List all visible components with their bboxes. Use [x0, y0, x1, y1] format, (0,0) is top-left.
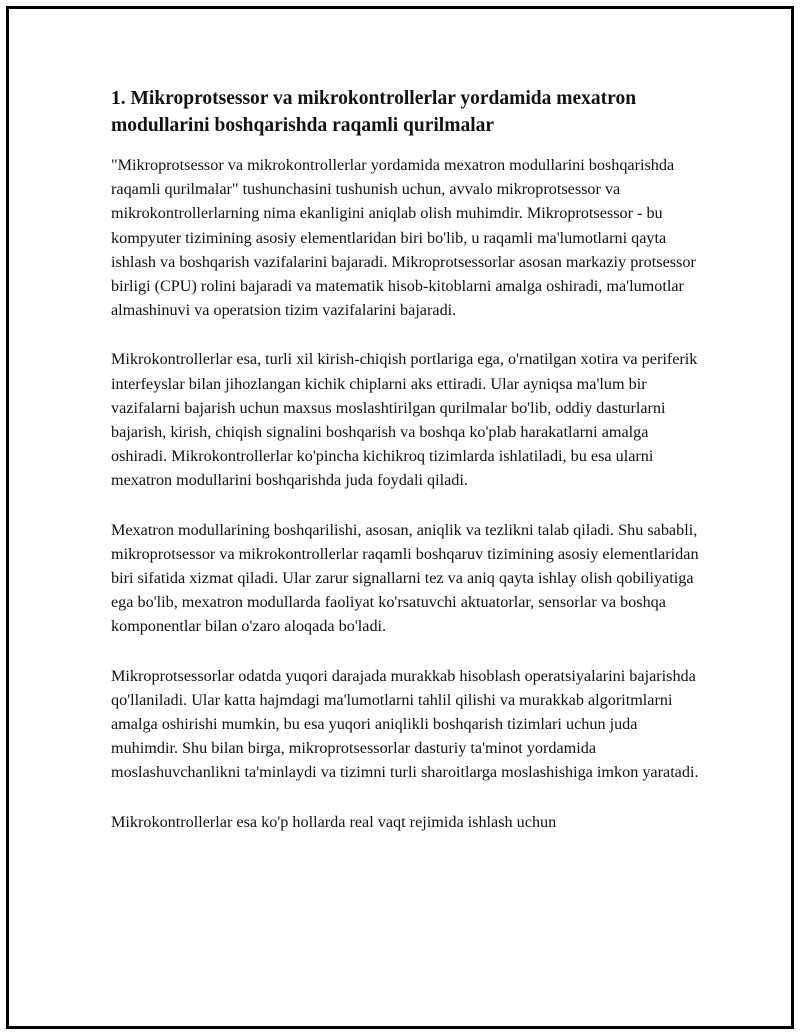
document-title: 1. Mikroprotsessor va mikrokontrollerlar yordamida mexatron modullarini boshqarishda raqamli qurilmalar	[111, 88, 637, 136]
paragraph-5: Mikrokontrollerlar esa ko'p hollarda real vaqt rejimida ishlash uchun	[111, 812, 557, 831]
paragraph-3: Mexatron modullarining boshqarilishi, asosan, aniqlik va tezlikni talab qiladi. Shu sababli, mikroprotsessor va mikrokontrollerlar raqamli boshqaruv tizimining asosiy elementlaridan biri sifatida xizmat qiladi. Ular zarur signallarni tez va aniq qayta ishlay olish qobiliyatiga ega bo'lib, mexatron modullarda faoliyat ko'rsatuvchi aktuatorlar, sensorlar va boshqa komponentlar bilan o'zaro aloqada bo'ladi.	[111, 520, 699, 636]
paragraph-4: Mikroprotsessorlar odatda yuqori darajada murakkab hisoblash operatsiyalarini bajarishda qo'llaniladi. Ular katta hajmdagi ma'lumotlarni tahlil qilishi va murakkab algoritmlarni amalga oshirishi mumkin, bu esa yuqori aniqlikli boshqarish tizimlari uchun juda muhimdir. Shu bilan birga, mikroprotsessorlar dasturiy ta'minot yordamida moslashuvchanlikni ta'minlaydi va tizimni turli sharoitlarga moslashishiga imkon yaratadi.	[111, 666, 699, 782]
paragraph-1: "Mikroprotsessor va mikrokontrollerlar yordamida mexatron modullarini boshqarishda raqamli qurilmalar" tushunchasini tushunish uchun, avvalo mikroprotsessor va mikrokontrollerlarning nima ekanligini aniqlab olish muhimdir. Mikroprotsessor - bu kompyuter tizimining asosiy elementlaridan biri bo'lib, u raqamli ma'lumotlarni qayta ishlash va boshqarish vazifalarini bajaradi. Mikroprotsessorlar asosan markaziy protsessor birligi (CPU) rolini bajaradi va matematik hisob-kitoblarni amalga oshiradi, ma'lumotlar almashinuvi va operatsion tizim vazifalarini bajaradi.	[111, 156, 696, 320]
paragraph-2: Mikrokontrollerlar esa, turli xil kirish-chiqish portlariga ega, o'rnatilgan xotira va periferik interfeyslar bilan jihozlangan kichik chiplarni aks ettiradi. Ular ayniqsa ma'lum bir vazifalarni bajarish uchun maxsus moslashtirilgan qurilmalar bo'lib, oddiy dasturlarni bajarish, kirish, chiqish signalini boshqarish va boshqa ko'plab harakatlarni amalga oshiradi. Mikrokontrollerlar ko'pincha kichikroq tizimlarda ishlatiladi, bu esa ularni mexatron modullarini boshqarishda juda foydali qiladi.	[111, 350, 698, 490]
document-body	[111, 85, 701, 859]
